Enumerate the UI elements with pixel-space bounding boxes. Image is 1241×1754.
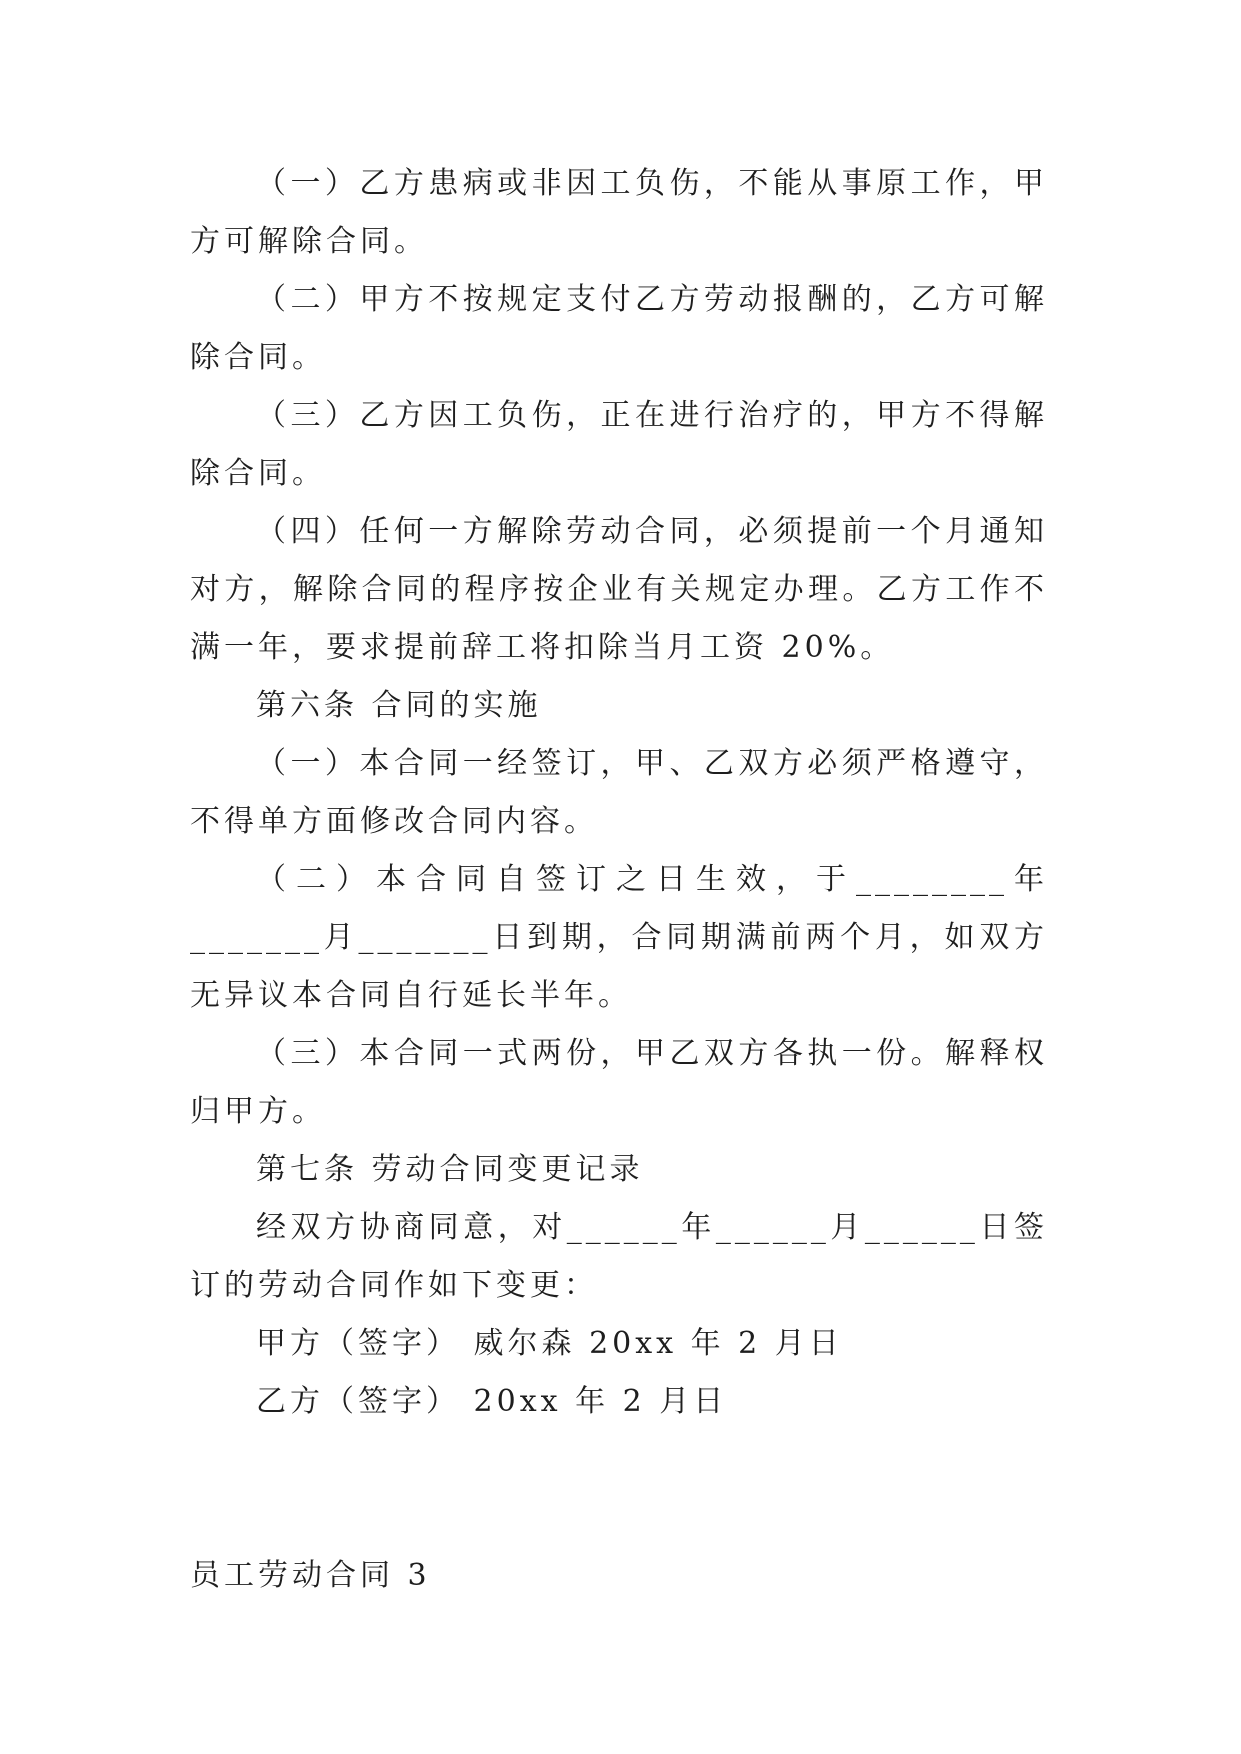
document-section-title: 员工劳动合同 3 xyxy=(190,1558,431,1593)
section-spacer xyxy=(190,1431,1048,1547)
article-heading: 第七条 劳动合同变更记录 xyxy=(256,1152,644,1187)
clause-paragraph: 经双方协商同意，对______年______月______日签订的劳动合同作如下变更： xyxy=(190,1210,1048,1303)
clause-paragraph: （四）任何一方解除劳动合同，必须提前一个月通知对方，解除合同的程序按企业有关规定办理。乙方工作不满一年，要求提前辞工将扣除当月工资 20%。 xyxy=(190,514,1048,665)
signature-line-party-a: 甲方（签字） 威尔森 20xx 年 2 月日 xyxy=(256,1326,843,1361)
article-heading: 第六条 合同的实施 xyxy=(256,688,542,723)
clause-paragraph: （一）乙方患病或非因工负伤，不能从事原工作，甲方可解除合同。 xyxy=(190,166,1048,259)
clause-paragraph: （三）乙方因工负伤，正在进行治疗的，甲方不得解除合同。 xyxy=(190,398,1048,491)
signature-line-party-b: 乙方（签字） 20xx 年 2 月日 xyxy=(256,1384,728,1419)
clause-paragraph: （二）甲方不按规定支付乙方劳动报酬的，乙方可解除合同。 xyxy=(190,282,1048,375)
clause-paragraph: （一）本合同一经签订，甲、乙双方必须严格遵守，不得单方面修改合同内容。 xyxy=(190,746,1048,839)
clause-paragraph: （三）本合同一式两份，甲乙双方各执一份。解释权归甲方。 xyxy=(190,1036,1048,1129)
clause-paragraph: （二）本合同自签订之日生效，于________年_______月_______日到期，合同期满前两个月，如双方无异议本合同自行延长半年。 xyxy=(190,862,1048,1013)
document-body xyxy=(190,155,1048,1605)
